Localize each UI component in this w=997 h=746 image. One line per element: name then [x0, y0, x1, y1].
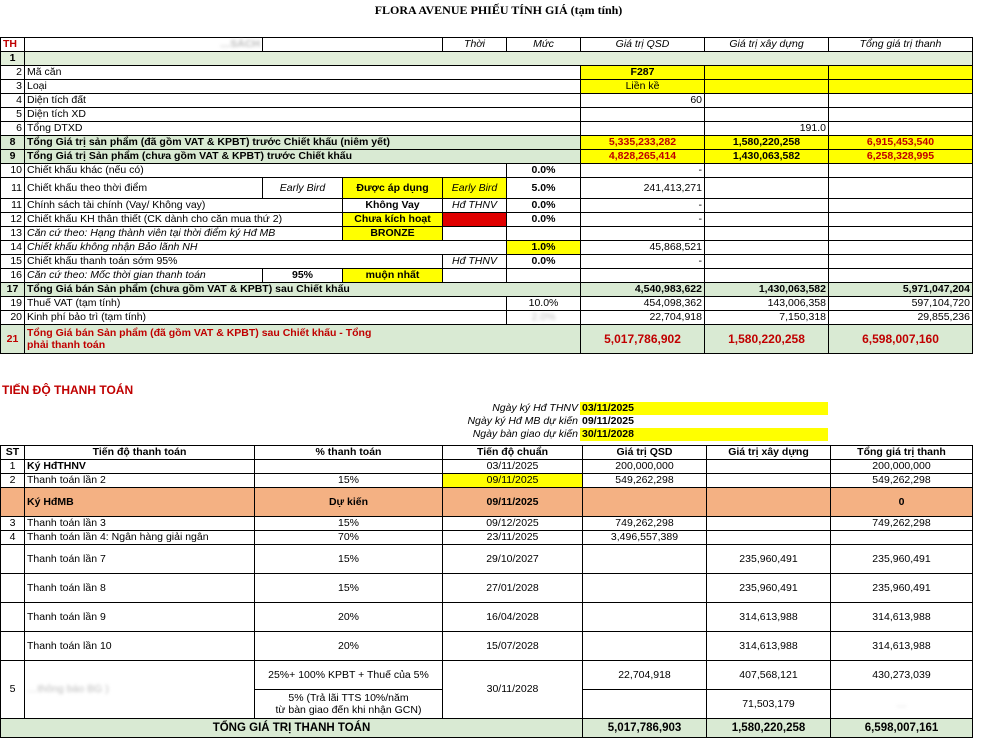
row-label: Diện tích XD [25, 108, 581, 122]
row-label: Chiết khấu khác (nếu có) [25, 164, 507, 178]
table-row [1, 164, 973, 178]
table-row [1, 150, 973, 164]
rate: 10.0% [507, 297, 581, 311]
table-row: 2 Thanh toán lần 2 15% 09/11/2025 549,262,298 549,262,298 [1, 474, 973, 488]
value-total: 6,258,328,995 [829, 150, 973, 164]
row-no: 11 [1, 199, 25, 213]
step-date: 09/12/2025 [443, 517, 583, 531]
table-row [1, 283, 973, 297]
date-value: 09/11/2025 [582, 415, 634, 427]
value-xd: 1,430,063,582 [705, 150, 829, 164]
row-label: Loại [25, 80, 581, 94]
contract-dates [300, 402, 828, 441]
value-xd: 1,430,063,582 [705, 283, 829, 297]
row-label: Tổng Giá trị sản phẩm (đã gồm VAT & KPBT) trước Chiết khấu (niêm yết) [25, 136, 581, 150]
header-qsd: Giá trị QSD [583, 446, 707, 460]
table-row: Thanh toán lần 9 20% 16/04/2028 314,613,988 314,613,988 [1, 603, 973, 632]
value-qsd: 5,017,786,902 [581, 325, 705, 354]
value-total: 6,915,453,540 [829, 136, 973, 150]
row-no: 6 [1, 122, 25, 136]
row-no: 12 [1, 213, 25, 227]
step-label: Thanh toán lần 4: Ngân hàng giải ngân [25, 531, 255, 545]
row-label: Tổng Giá trị Sản phẩm (chưa gồm VAT & KPBT) trước Chiết khấu [25, 150, 581, 164]
row-no: 8 [1, 136, 25, 150]
table-row [1, 269, 973, 283]
table-row [1, 199, 973, 213]
row-no: 11 [1, 178, 25, 199]
row-no: 9 [1, 150, 25, 164]
table-row [1, 80, 973, 94]
header-st: ST [1, 446, 25, 460]
table-row: 5 …thông báo BG ) 25%+ 100% KPBT + Thuế của 5% 30/11/2028 22,704,918 407,568,121 430,273,039 [1, 661, 973, 690]
discount-basis: Hđ THNV [443, 199, 507, 213]
row-label: Tổng DTXD [25, 122, 581, 136]
table-row [1, 255, 973, 269]
value-qsd: 5,335,233,282 [581, 136, 705, 150]
table-row: Thanh toán lần 10 20% 15/07/2028 314,613,988 314,613,988 [1, 632, 973, 661]
rate: 2.0% [507, 311, 581, 325]
table-row [1, 94, 973, 108]
table-row: 1 Ký HđTHNV 03/11/2025 200,000,000 200,000,000 [1, 460, 973, 474]
table-row [1, 52, 973, 66]
rate: 1.0% [507, 241, 581, 255]
row-no: 2 [1, 66, 25, 80]
rate: 0.0% [507, 164, 581, 178]
payment-total-row [1, 719, 973, 738]
land-area: 60 [581, 94, 705, 108]
row-no: 3 [1, 80, 25, 94]
header-rate: Mức [507, 38, 581, 52]
header-time: Thời [443, 38, 507, 52]
step-date: 23/11/2025 [443, 531, 583, 545]
step-label: Ký HđTHNV [25, 460, 255, 474]
row-no: 17 [1, 283, 25, 297]
discount-type: Early Bird [263, 178, 343, 199]
row-label: Chiết khấu thanh toán sớm 95% [25, 255, 443, 269]
discount-basis: Early Bird [443, 178, 507, 199]
table-row [1, 325, 973, 354]
total-label: TỔNG GIÁ TRỊ THANH TOÁN [1, 719, 583, 738]
date-label: Ngày ký Hđ THNV [492, 402, 578, 414]
value-qsd: 45,868,521 [581, 241, 705, 255]
table-row: 3 Thanh toán lần 3 15% 09/12/2025 749,262,298 749,262,298 [1, 517, 973, 531]
table-row: 4 Thanh toán lần 4: Ngân hàng giải ngân 70% 23/11/2025 3,496,557,389 [1, 531, 973, 545]
step-date: 29/10/2027 [443, 545, 583, 574]
header-xd: Giá trị xây dựng [707, 446, 831, 460]
row-label: Chiết khấu không nhận Bảo lãnh NH [25, 241, 507, 255]
step-date: 03/11/2025 [443, 460, 583, 474]
value-qsd: - [581, 199, 705, 213]
date-label: Ngày ký Hđ MB dự kiến [467, 415, 578, 427]
header-pct: % thanh toán [255, 446, 443, 460]
row-no: 13 [1, 227, 25, 241]
row-label: Tổng Giá bán Sản phẩm (chưa gồm VAT & KPBT) sau Chiết khấu [25, 283, 581, 297]
row-label: Diện tích đất [25, 94, 581, 108]
total-floor-area: 191.0 [705, 122, 829, 136]
rate: 0.0% [507, 213, 581, 227]
table-row [1, 66, 973, 80]
step-label: Thanh toán lần 9 [25, 603, 255, 632]
payment-header [1, 446, 973, 460]
step-date: 09/11/2025 [443, 488, 583, 517]
date-value: 30/11/2028 [580, 428, 828, 441]
row-label: Kinh phí bảo trì (tạm tính) [25, 311, 507, 325]
date-value: 03/11/2025 [580, 402, 828, 415]
header-label: …SÁCH [25, 38, 263, 52]
header-qsd: Giá trị QSD [581, 38, 705, 52]
table-row [1, 241, 973, 255]
row-no: 14 [1, 241, 25, 255]
row-label: Tổng Giá bán Sản phẩm (đã gồm VAT & KPBT) sau Chiết khấu - Tổng phải thanh toán [25, 325, 581, 354]
row-no: 20 [1, 311, 25, 325]
rate: 0.0% [507, 199, 581, 213]
step-date: 27/01/2028 [443, 574, 583, 603]
table-row [1, 227, 973, 241]
value-qsd: 241,413,271 [581, 178, 705, 199]
total-qsd: 5,017,786,903 [583, 719, 707, 738]
row-label: Chính sách tài chính (Vay/ Không vay) [25, 199, 343, 213]
step-label: …thông báo BG ) [25, 661, 255, 719]
step-label: Thanh toán lần 2 [25, 474, 255, 488]
header-blank [263, 38, 443, 52]
value-total: 5,971,047,204 [829, 283, 973, 297]
rate: 0.0% [507, 255, 581, 269]
value-qsd: - [581, 164, 705, 178]
row-label: Căn cứ theo: Mốc thời gian thanh toán [25, 269, 263, 283]
date-row [300, 415, 828, 428]
date-row [300, 402, 828, 415]
value-xd: 1,580,220,258 [705, 136, 829, 150]
row-no: 10 [1, 164, 25, 178]
table-row: Thanh toán lần 8 15% 27/01/2028 235,960,491 235,960,491 [1, 574, 973, 603]
table-row [1, 311, 973, 325]
table-row [1, 178, 973, 199]
row-no: 1 [1, 52, 25, 66]
row-no: 16 [1, 269, 25, 283]
step-date: 30/11/2028 [443, 661, 583, 719]
deadline-option: muộn nhất [343, 269, 443, 283]
header-step: Tiến độ thanh toán [25, 446, 255, 460]
price-table [0, 37, 973, 354]
header-th: TH [1, 38, 25, 52]
step-label: Thanh toán lần 3 [25, 517, 255, 531]
row-no: 15 [1, 255, 25, 269]
table-row [1, 136, 973, 150]
step-label: Thanh toán lần 8 [25, 574, 255, 603]
date-label: Ngày bàn giao dự kiến [472, 428, 578, 440]
header-total: Tổng giá trị thanh [831, 446, 973, 460]
total-value: 6,598,007,161 [831, 719, 973, 738]
row-no: 4 [1, 94, 25, 108]
member-tier: BRONZE [343, 227, 443, 241]
row-label: Chiết khấu theo thời điểm [25, 178, 263, 199]
discount-status: Được áp dụng [343, 178, 443, 199]
value-total: 29,855,236 [829, 311, 973, 325]
step-date: 15/07/2028 [443, 632, 583, 661]
page-title: FLORA AVENUE PHIẾU TÍNH GIÁ (tạm tính) [374, 3, 623, 17]
payment-table [0, 445, 973, 738]
value-qsd: 4,540,983,622 [581, 283, 705, 297]
header-date: Tiến độ chuẩn [443, 446, 583, 460]
row-label: Chiết khấu KH thân thiết (CK dành cho căn mua thứ 2) [25, 213, 343, 227]
value-xd: 1,580,220,258 [705, 325, 829, 354]
step-date: 16/04/2028 [443, 603, 583, 632]
total-xd: 1,580,220,258 [707, 719, 831, 738]
step-label: Ký HđMB [25, 488, 255, 517]
value-total: 597,104,720 [829, 297, 973, 311]
discount-basis: Hđ THNV [443, 255, 507, 269]
step-label: Thanh toán lần 10 [25, 632, 255, 661]
unit-code: F287 [581, 66, 705, 80]
loyalty-status: Chưa kích hoạt [343, 213, 443, 227]
table-row [1, 108, 973, 122]
table-row: Ký HđMB Dự kiến 09/11/2025 0 [1, 488, 973, 517]
rate: 5.0% [507, 178, 581, 199]
loan-option: Không Vay [343, 199, 443, 213]
row-no: 21 [1, 325, 25, 354]
row-blank [25, 52, 973, 66]
value-qsd: 22,704,918 [581, 311, 705, 325]
value-qsd: 454,098,362 [581, 297, 705, 311]
value-qsd: 4,828,265,414 [581, 150, 705, 164]
status-flag [443, 213, 507, 227]
value-xd: 7,150,318 [705, 311, 829, 325]
header-total: Tổng giá trị thanh [829, 38, 973, 52]
price-table-header [1, 38, 973, 52]
payment-section-title: TIẾN ĐỘ THANH TOÁN [2, 383, 134, 397]
row-label: Mã căn [25, 66, 581, 80]
value-qsd: - [581, 213, 705, 227]
value-xd: 143,006,358 [705, 297, 829, 311]
value-qsd: - [581, 255, 705, 269]
row-label: Căn cứ theo: Hạng thành viên tại thời điểm ký Hđ MB [25, 227, 343, 241]
table-row: Thanh toán lần 7 15% 29/10/2027 235,960,491 235,960,491 [1, 545, 973, 574]
value-total: 6,598,007,160 [829, 325, 973, 354]
header-xd: Giá trị xây dựng [705, 38, 829, 52]
table-row [1, 213, 973, 227]
table-row: 5% (Trả lãi TTS 10%/năm từ bàn giao đến khi nhận GCN) 71,503,179 … [1, 690, 973, 719]
row-label: Thuế VAT (tạm tính) [25, 297, 507, 311]
unit-type: Liền kề [581, 80, 705, 94]
row-no: 5 [1, 108, 25, 122]
payment-threshold: 95% [263, 269, 343, 283]
row-no: 19 [1, 297, 25, 311]
step-label: Thanh toán lần 7 [25, 545, 255, 574]
date-row [300, 428, 828, 441]
table-row [1, 297, 973, 311]
step-date: 09/11/2025 [443, 474, 583, 488]
table-row [1, 122, 973, 136]
